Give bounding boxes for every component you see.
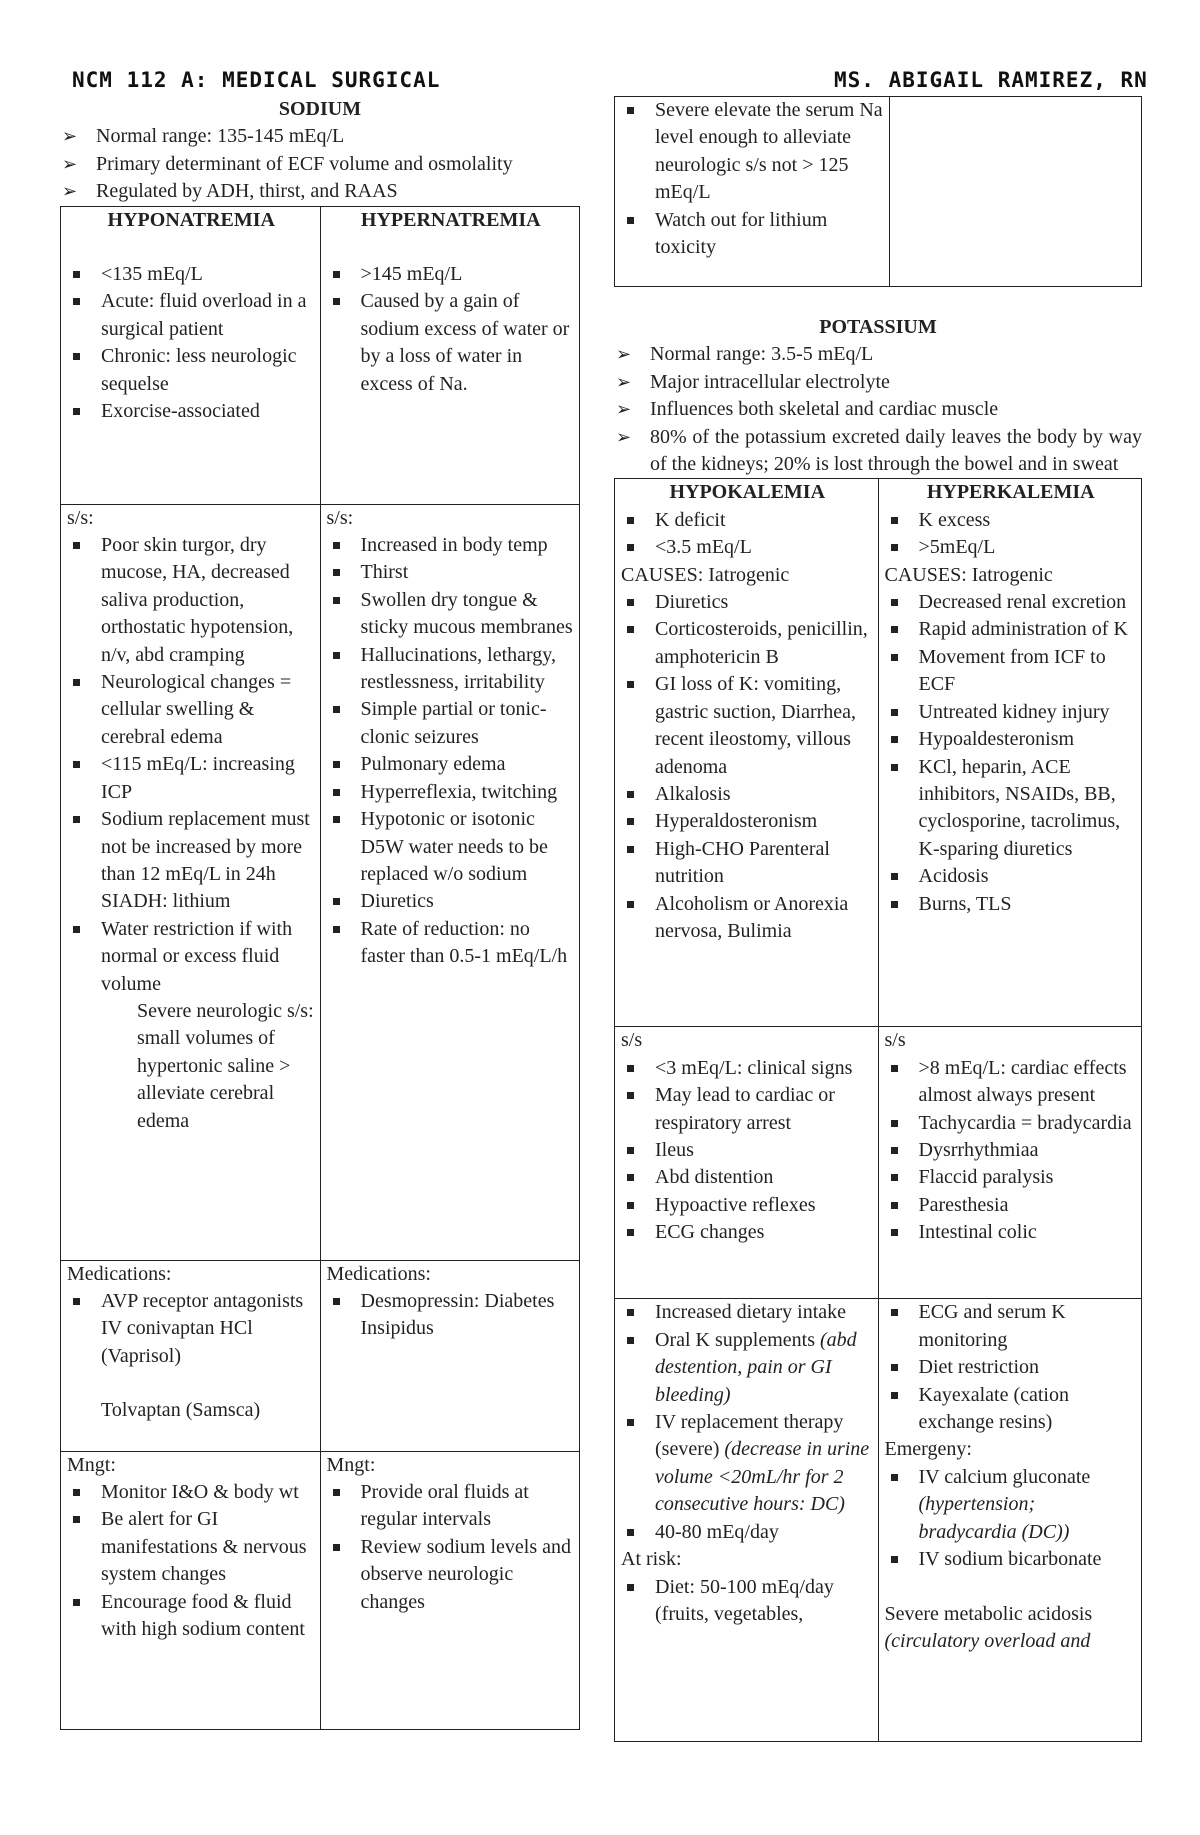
hypokalemia-heading: HYPOKALEMIA — [669, 481, 826, 504]
list-item: Burns, TLS — [885, 891, 1138, 918]
list-item: <135 mEq/L — [67, 261, 316, 288]
list-item — [885, 1464, 1138, 1546]
list-item — [621, 1327, 874, 1409]
hypernatremia-cell — [320, 206, 580, 504]
hyperkalemia-mgmt-cell — [878, 1299, 1142, 1742]
list-item: K deficit — [621, 507, 874, 534]
list-item — [621, 1409, 874, 1519]
hyperkalemia-ss-cell — [878, 1027, 1142, 1299]
list-item: Tachycardia = bradycardia — [885, 1110, 1138, 1137]
sodium-title: SODIUM — [278, 98, 362, 120]
list-item: Chronic: less neurologic sequelse — [67, 343, 316, 398]
severe-acidosis-note — [885, 1601, 1138, 1656]
list-item: KCl, heparin, ACE inhibitors, NSAIDs, BB, cyclosporine, tacrolimus, K-sparing diuretics — [885, 754, 1138, 864]
list-item: Rate of reduction: no faster than 0.5-1 mEq/L/h — [327, 916, 576, 971]
item-note: (abd destention, pain or GI bleeding) — [655, 1328, 857, 1406]
list-item: Severe elevate the serum Na level enough to alleviate neurologic s/s not > 125 mEq/L — [621, 97, 885, 207]
mngt-label: Mngt: — [67, 1453, 116, 1476]
ss-label: s/s — [621, 1029, 643, 1052]
empty-cell — [889, 97, 1142, 287]
sodium-section — [60, 96, 580, 1730]
sodium-points — [60, 123, 580, 205]
list-item: Decreased renal excretion — [885, 589, 1138, 616]
list-item: Hypotonic or isotonic D5W water needs to be replaced w/o sodium — [327, 806, 576, 888]
list-item: Provide oral fluids at regular intervals — [327, 1479, 576, 1534]
list-item: Alcoholism or Anorexia nervosa, Bulimia — [621, 891, 874, 946]
causes-label: CAUSES: Iatrogenic — [621, 563, 790, 586]
list-item: <3 mEq/L: clinical signs — [621, 1055, 874, 1082]
course-title: NCM 112 A: MEDICAL SURGICAL — [72, 68, 441, 92]
causes-label: CAUSES: Iatrogenic — [884, 563, 1053, 586]
at-risk-label: At risk: — [621, 1548, 682, 1571]
list-item: ➢ Primary determinant of ECF volume and osmolality — [60, 151, 580, 178]
hypernatremia-med-cell — [320, 1260, 580, 1451]
list-item: Caused by a gain of sodium excess of water or by a loss of water in excess of Na. — [327, 288, 576, 398]
list-item: >8 mEq/L: cardiac effects almost always present — [885, 1055, 1138, 1110]
list-item: Increased dietary intake — [621, 1299, 874, 1326]
list-item: >145 mEq/L — [327, 261, 576, 288]
list-item: Kayexalate (cation exchange resins) — [885, 1382, 1138, 1437]
list-item: ECG changes — [621, 1219, 874, 1246]
list-item: GI loss of K: vomiting, gastric suction, Diarrhea, recent ileostomy, villous adenoma — [621, 671, 874, 781]
hyponatremia-mngt-cell — [61, 1451, 321, 1729]
author-name: MS. ABIGAIL RAMIREZ, RN — [834, 68, 1148, 92]
list-item: Dysrrhythmiaa — [885, 1137, 1138, 1164]
mngt-label: Mngt: — [326, 1453, 376, 1476]
list-item: Paresthesia — [885, 1192, 1138, 1219]
list-item: Desmopressin: Diabetes Insipidus — [327, 1288, 576, 1343]
list-item: Poor skin turgor, dry mucose, HA, decreased saliva production, orthostatic hypotension, n/v, abd cramping — [67, 532, 316, 669]
list-item: Review sodium levels and observe neurologic changes — [327, 1534, 576, 1616]
potassium-title: POTASSIUM — [819, 316, 937, 338]
list-item: Diet restriction — [885, 1354, 1138, 1381]
ss-label: s/s: — [326, 506, 354, 529]
list-item: <3.5 mEq/L — [621, 534, 874, 561]
severe-neuro-note: Severe neurologic s/s: small volumes of hypertonic saline > alleviate cerebral edema — [137, 999, 314, 1132]
hyponatremia-cell — [61, 206, 321, 504]
list-item: ➢ 80% of the potassium excreted daily leaves the body by way of the kidneys; 20% is lost through the bowel and in sweat — [614, 424, 1142, 479]
list-item: Untreated kidney injury — [885, 699, 1138, 726]
list-item: Rapid administration of K — [885, 616, 1138, 643]
potassium-table — [614, 478, 1142, 1742]
list-item: Neurological changes = cellular swelling & cerebral edema — [67, 669, 316, 751]
list-item: 40-80 mEq/day — [621, 1519, 874, 1546]
list-item: ECG and serum K monitoring — [885, 1299, 1138, 1354]
list-item: AVP receptor antagonists IV conivaptan HCl (Vaprisol) — [67, 1288, 316, 1370]
list-item: <115 mEq/L: increasing ICP — [67, 751, 316, 806]
list-item: ➢ Normal range: 3.5-5 mEq/L — [614, 341, 1142, 368]
hypokalemia-mgmt-cell — [615, 1299, 879, 1742]
list-item: Corticosteroids, penicillin, amphotericin B — [621, 616, 874, 671]
list-item: ➢ Normal range: 135-145 mEq/L — [60, 123, 580, 150]
list-item: K excess — [885, 507, 1138, 534]
hypernatremia-mngt-cell — [320, 1451, 580, 1729]
ss-label: s/s — [884, 1029, 906, 1052]
list-item: Movement from ICF to ECF — [885, 644, 1138, 699]
list-item: Encourage food & fluid with high sodium content — [67, 1589, 316, 1644]
list-item: IV sodium bicarbonate — [885, 1546, 1138, 1573]
list-item: Sodium replacement must not be increased by more than 12 mEq/L in 24h SIADH: lithium — [67, 806, 316, 916]
hypokalemia-cell — [615, 479, 879, 1027]
item-note: (decrease in urine volume <20mL/hr for 2 consecutive hours: DC) — [655, 1438, 870, 1516]
potassium-points — [614, 341, 1142, 478]
list-item: >5mEq/L — [885, 534, 1138, 561]
list-item: Abd distention — [621, 1164, 874, 1191]
hyperkalemia-heading: HYPERKALEMIA — [926, 481, 1095, 504]
list-item: Thirst — [327, 559, 576, 586]
list-item: Water restriction if with normal or excess fluid volume — [67, 916, 316, 998]
list-item: Exorcise-associated — [67, 398, 316, 425]
list-item: Watch out for lithium toxicity — [621, 207, 885, 262]
sodium-continued-table — [614, 96, 1142, 287]
hyponatremia-ss-cell — [61, 504, 321, 1260]
item-text: IV replacement therapy (severe) — [655, 1411, 844, 1461]
hyperkalemia-cell — [878, 479, 1142, 1027]
hypokalemia-ss-cell — [615, 1027, 879, 1299]
list-item: Hyperreflexia, twitching — [327, 779, 576, 806]
list-item: Diuretics — [327, 888, 576, 915]
list-item: Swollen dry tongue & sticky mucous membranes — [327, 587, 576, 642]
list-item: Monitor I&O & body wt — [67, 1479, 316, 1506]
item-text: IV calcium gluconate — [918, 1465, 1091, 1488]
med-label: Medications: — [326, 1262, 431, 1285]
hypernatremia-ss-cell — [320, 504, 580, 1260]
med-label: Medications: — [67, 1262, 172, 1285]
item-note: (circulatory overload and — [884, 1629, 1091, 1652]
list-item: High-CHO Parenteral nutrition — [621, 836, 874, 891]
list-item: Intestinal colic — [885, 1219, 1138, 1246]
list-item: Pulmonary edema — [327, 751, 576, 778]
ss-label: s/s: — [67, 506, 94, 529]
sodium-table — [60, 206, 580, 1730]
emergency-label: Emergeny: — [884, 1438, 972, 1461]
item-text: Oral K supplements — [655, 1328, 820, 1351]
list-item: Acidosis — [885, 863, 1138, 890]
list-item: Hypoactive reflexes — [621, 1192, 874, 1219]
continued-cell — [615, 97, 890, 287]
item-text: Severe metabolic acidosis — [884, 1602, 1093, 1625]
list-item: Ileus — [621, 1137, 874, 1164]
list-item: Increased in body temp — [327, 532, 576, 559]
list-item: ➢ Regulated by ADH, thirst, and RAAS — [60, 178, 580, 205]
list-item: Flaccid paralysis — [885, 1164, 1138, 1191]
list-item: Hyperaldosteronism — [621, 808, 874, 835]
tolvaptan-text: Tolvaptan (Samsca) — [101, 1399, 261, 1422]
list-item: May lead to cardiac or respiratory arrest — [621, 1082, 874, 1137]
list-item: ➢ Major intracellular electrolyte — [614, 369, 1142, 396]
list-item: Alkalosis — [621, 781, 874, 808]
list-item: Hallucinations, lethargy, restlessness, irritability — [327, 642, 576, 697]
hyponatremia-med-cell — [61, 1260, 321, 1451]
list-item: Hypoaldesteronism — [885, 726, 1138, 753]
list-item: Diet: 50-100 mEq/day (fruits, vegetables, — [621, 1574, 874, 1629]
list-item: Diuretics — [621, 589, 874, 616]
list-item: Acute: fluid overload in a surgical patient — [67, 288, 316, 343]
list-item: ➢ Influences both skeletal and cardiac muscle — [614, 396, 1142, 423]
list-item: Simple partial or tonic-clonic seizures — [327, 696, 576, 751]
item-note: (hypertension; bradycardia (DC)) — [918, 1493, 1070, 1543]
right-column — [614, 96, 1142, 1742]
hyponatremia-heading: HYPONATREMIA — [107, 208, 275, 231]
list-item: Be alert for GI manifestations & nervous system changes — [67, 1506, 316, 1588]
hypernatremia-heading: HYPERNATREMIA — [360, 208, 541, 231]
